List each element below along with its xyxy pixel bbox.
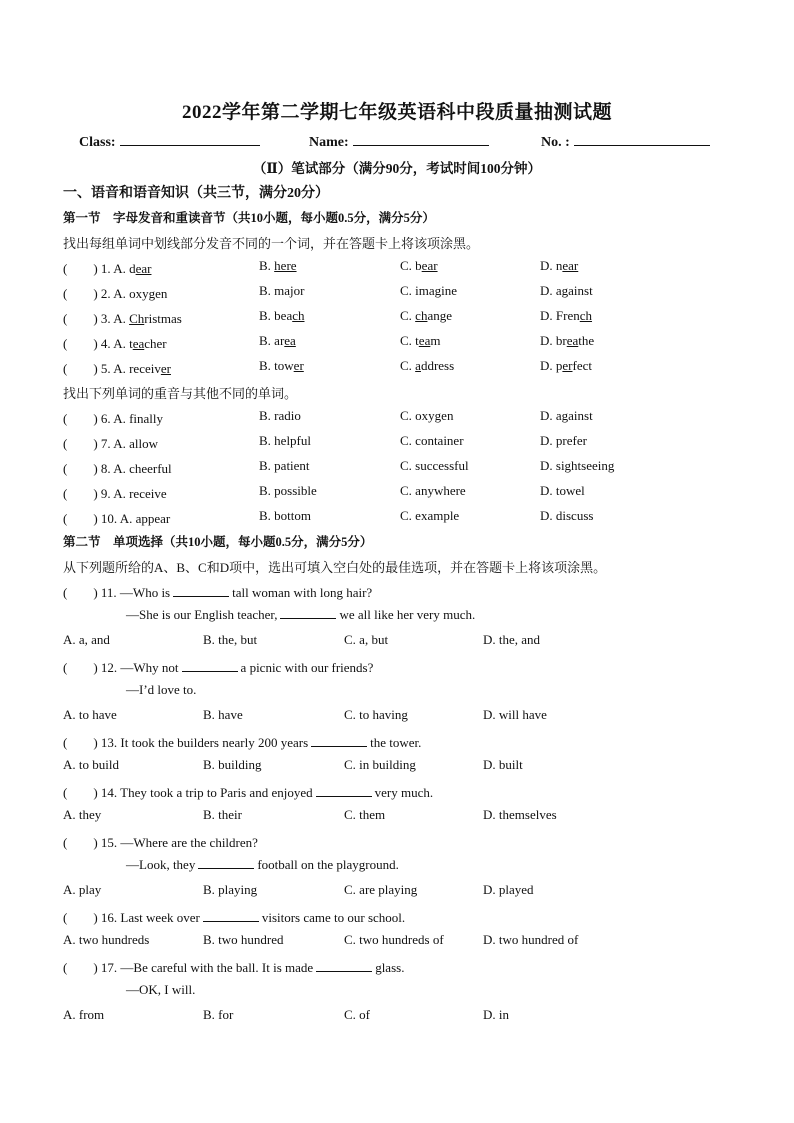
underlined-letters: ch [292,308,305,323]
option-c: C. example [400,508,460,523]
answer-blank [311,735,367,747]
underlined-letters: ear [421,258,438,273]
option-b: B. two hundred [203,932,284,947]
option-d: D. two hundred of [483,932,579,947]
option-c: C. address [400,358,455,373]
option-b: B. beach [259,308,305,323]
option-b: B. bottom [259,508,312,523]
underlined-letters: ea [132,336,145,351]
underlined-letters: ear [562,258,579,273]
question-12-line2: —I’d love to. [126,682,197,697]
option-b: B. patient [259,458,310,473]
option-a: ( ) 3. A. Christmas [63,311,182,326]
option-c: C. are playing [344,882,418,897]
underlined-letters: a [415,358,421,373]
underlined-letters: here [274,258,297,273]
option-d: D. towel [540,483,585,498]
option-d: D. perfect [540,358,592,373]
option-c: C. them [344,807,386,822]
option-d: D. French [540,308,593,323]
option-c: C. in building [344,757,416,772]
question-12: ( ) 12. —Why not a picnic with our friends? [63,660,374,675]
name-blank [353,131,489,146]
underlined-letters: ea [566,333,579,348]
option-d: D. sightseeing [540,458,615,473]
option-b: B. for [203,1007,234,1022]
underlined-letters: er [562,358,573,373]
option-b: B. the, but [203,632,258,647]
option-b: B. area [259,333,296,348]
answer-blank [182,660,238,672]
option-b: B. possible [259,483,317,498]
option-a: A. a, and [63,632,110,647]
option-a: A. play [63,882,102,897]
option-a: ( ) 8. A. cheerful [63,461,172,476]
underlined-letters: ear [135,261,152,276]
option-a: ( ) 4. A. teacher [63,336,167,351]
underlined-letters: ea [418,333,431,348]
option-c: C. oxygen [400,408,454,423]
option-d: D. themselves [483,807,557,822]
answer-blank [316,960,372,972]
answer-blank [203,910,259,922]
underlined-letters: ea [284,333,296,348]
part1-heading: 一、语音和语音知识（共三节，满分20分） [63,186,329,201]
option-c: C. team [400,333,441,348]
answer-blank [280,607,336,619]
option-a: A. two hundreds [63,932,150,947]
option-a: ( ) 5. A. receiver [63,361,171,376]
option-c: C. successful [400,458,469,473]
option-d: D. prefer [540,433,587,448]
option-c: C. of [344,1007,370,1022]
question-17: ( ) 17. —Be careful with the ball. It is made glass. [63,960,405,975]
underlined-letters: er [293,358,304,373]
option-d: D. built [483,757,523,772]
option-a: A. to have [63,707,117,722]
question-17-line2: —OK, I will. [126,982,196,997]
number-label: No. : [541,135,570,150]
question-16: ( ) 16. Last week over visitors came to our school. [63,910,406,925]
option-d: D. against [540,283,593,298]
option-c: C. bear [400,258,438,273]
question-15: ( ) 15. —Where are the children? [63,835,258,850]
section2-heading: 第二节 单项选择（共10小题，每小题0.5分，满分5分） [63,535,373,549]
option-b: B. helpful [259,433,311,448]
option-c: C. a, but [344,632,389,647]
option-a: ( ) 6. A. finally [63,411,164,426]
answer-blank [316,785,372,797]
option-c: C. two hundreds of [344,932,444,947]
section1-instruction: 找出每组单词中划线部分发音不同的一个词，并在答题卡上将该项涂黑。 [63,236,480,251]
question-13: ( ) 13. It took the builders nearly 200 years the tower. [63,735,422,750]
option-b: B. tower [259,358,304,373]
option-d: D. against [540,408,593,423]
page-title: 2022学年第二学期七年级英语科中段质量抽测试题 [181,102,612,123]
option-d: D. breathe [540,333,595,348]
number-field [541,131,710,151]
option-d: D. in [483,1007,509,1022]
question-11: ( ) 11. —Who is tall woman with long hair? [63,585,373,600]
class-label: Class: [79,135,116,150]
option-a: A. to build [63,757,119,772]
option-d: D. played [483,882,534,897]
underlined-letters: er [160,361,171,376]
option-c: C. imagine [400,283,458,298]
option-c: C. container [400,433,464,448]
option-a: A. from [63,1007,105,1022]
question-14: ( ) 14. They took a trip to Paris and enjoyed very much. [63,785,434,800]
class-blank [120,131,260,146]
answer-blank [198,857,254,869]
option-c: C. to having [344,707,408,722]
section2-instruction: 从下列题所给的A、B、C和D项中，选出可填入空白处的最佳选项，并在答题卡上将该项涂黑。 [63,560,607,575]
option-d: D. discuss [540,508,594,523]
stress-instruction: 找出下列单词的重音与其他不同的单词。 [63,386,298,401]
option-b: B. major [259,283,305,298]
underlined-letters: Ch [129,311,145,326]
option-d: D. near [540,258,579,273]
option-b: B. their [203,807,242,822]
option-a: ( ) 1. A. dear [63,261,152,276]
option-a: ( ) 7. A. allow [63,436,158,451]
class-field [79,131,260,151]
option-b: B. radio [259,408,301,423]
option-b: B. here [259,258,297,273]
answer-blank [173,585,229,597]
option-b: B. building [203,757,262,772]
exam-subtitle: （Ⅱ）笔试部分（满分90分，考试时间100分钟） [252,161,542,176]
option-a: ( ) 9. A. receive [63,486,167,501]
option-a: ( ) 2. A. oxygen [63,286,168,301]
option-d: D. the, and [483,632,541,647]
option-c: C. anywhere [400,483,466,498]
option-a: ( ) 10. A. appear [63,511,171,526]
underlined-letters: ch [415,308,428,323]
question-15-line2: —Look, they football on the playground. [126,857,399,872]
question-11-line2: —She is our English teacher, we all like her very much. [126,607,476,622]
option-a: A. they [63,807,102,822]
name-field [309,131,489,151]
name-label: Name: [309,135,349,150]
number-blank [574,131,710,146]
option-d: D. will have [483,707,547,722]
section1-heading: 第一节 字母发音和重读音节（共10小题，每小题0.5分，满分5分） [63,211,435,225]
option-c: C. change [400,308,452,323]
option-b: B. playing [203,882,258,897]
underlined-letters: ch [579,308,593,323]
option-b: B. have [203,707,243,722]
